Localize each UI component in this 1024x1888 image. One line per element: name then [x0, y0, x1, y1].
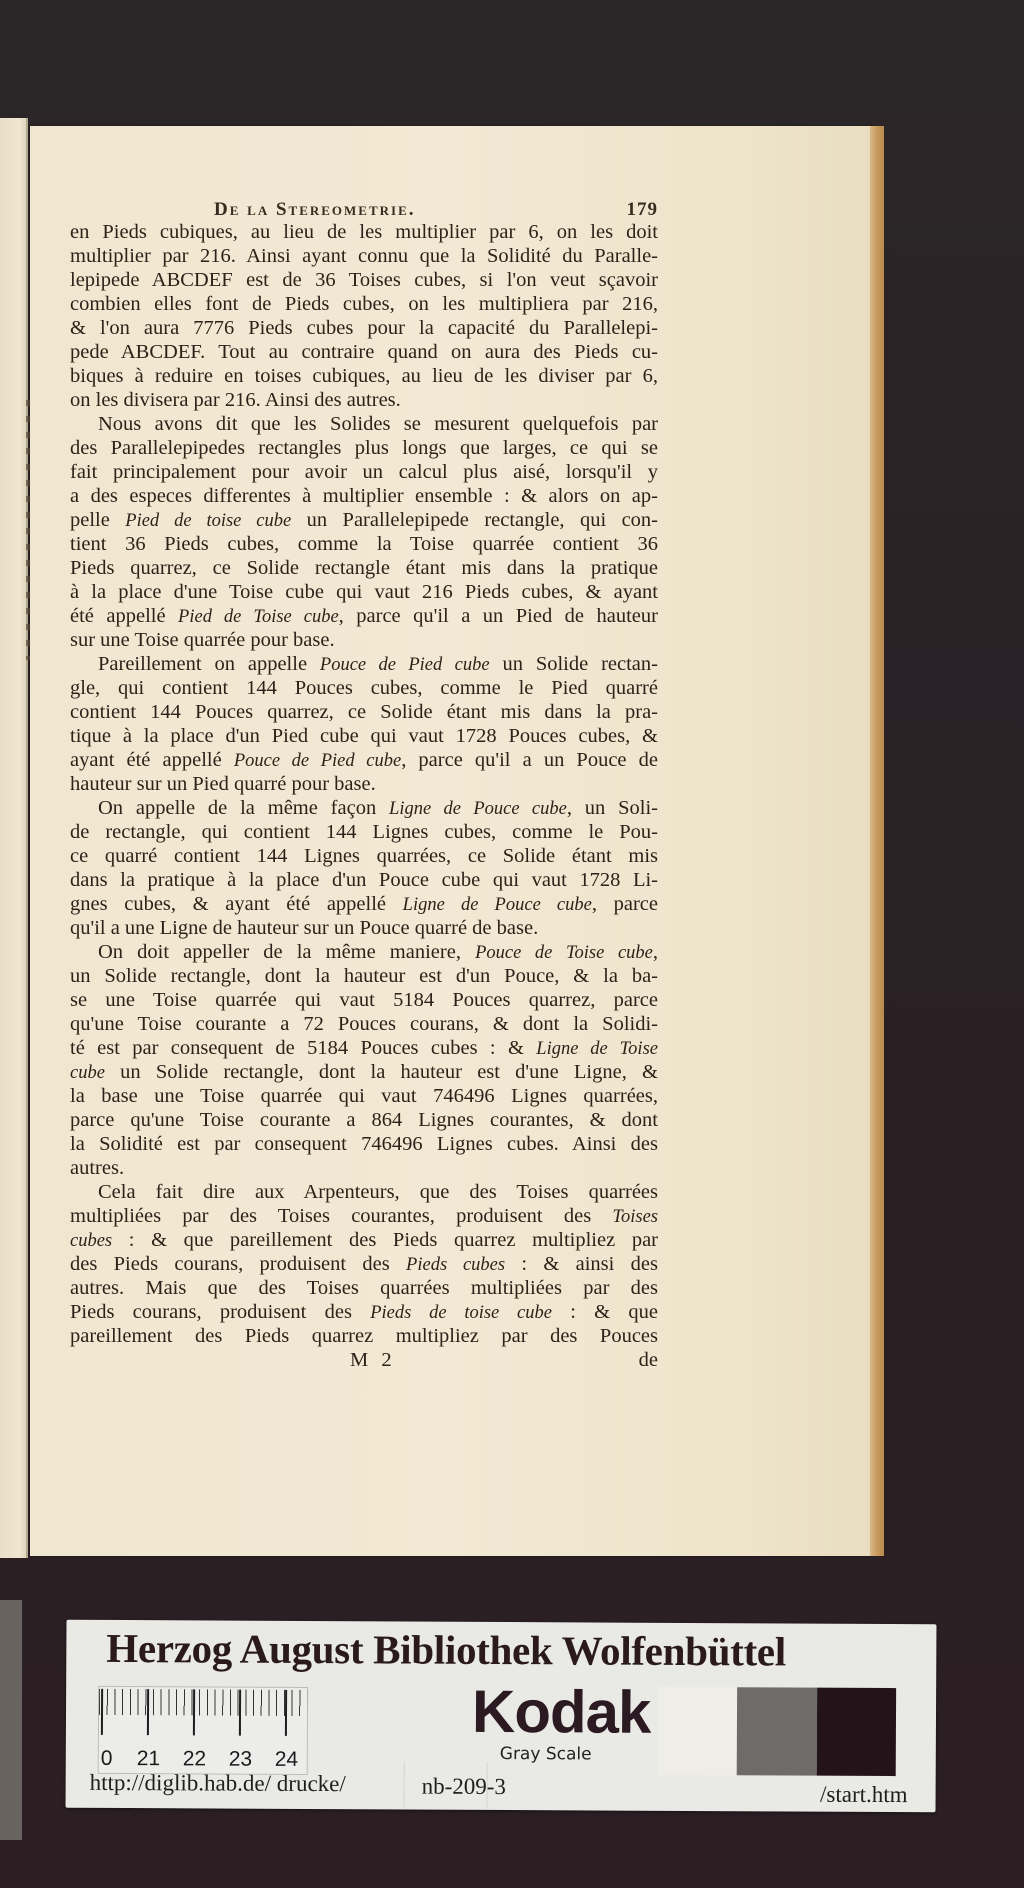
italic-term: Pouce de Toise cube — [475, 943, 653, 963]
text-line: autres. Mais que des Toises quarrées multipliées par des — [70, 1277, 658, 1299]
text-line: combien elles font de Pieds cubes, on les multipliera par 216, — [70, 293, 658, 315]
text-line: un Solide rectangle, dont la hauteur est d'un Pouce, & la ba- — [70, 965, 658, 987]
italic-term: cubes — [70, 1231, 113, 1251]
text-line: dans la pratique à la place d'un Pouce cube qui vaut 1728 Li- — [70, 869, 658, 891]
italic-term: Ligne de Pouce cube — [389, 799, 567, 819]
text-line: multiplier par 216. Ainsi ayant connu que la Solidité du Paralle- — [70, 245, 658, 267]
text-segment: , parce — [591, 893, 659, 915]
text-line: & l'on aura 7776 Pieds cubes pour la capacité du Parallelepi- — [70, 317, 658, 339]
text-segment: té est par consequent de 5184 Pouces cubes : & — [70, 1037, 537, 1059]
text-segment: , parce qu'il a un Pied de hauteur — [338, 605, 658, 627]
page-text-block — [70, 198, 658, 1372]
ruler-minor-ticks — [99, 1689, 307, 1716]
text-line — [70, 1300, 658, 1324]
text-line — [70, 604, 658, 628]
url-suffix: /start.htm — [819, 1781, 908, 1808]
swatch-white — [658, 1687, 738, 1775]
italic-term: Pouce de Pied cube — [233, 751, 402, 771]
page-footer — [70, 1348, 658, 1372]
scale-ruler — [98, 1686, 308, 1775]
ruler-major-tick — [147, 1689, 149, 1735]
text-segment: , un Soli- — [566, 797, 659, 819]
text-segment: un Solide rectan- — [489, 653, 658, 675]
text-line — [70, 1036, 658, 1060]
text-line: Cela fait dire aux Arpenteurs, que des Toises quarrées — [98, 1181, 658, 1203]
text-line: contient 144 Pouces quarrez, ce Solide étant mis dans la pra- — [70, 701, 658, 723]
text-segment: multipliées par des Toises courantes, produisent des — [70, 1205, 613, 1227]
signature-mark: M 2 — [350, 1349, 396, 1371]
shelfmark: nb-209-3 — [421, 1773, 507, 1800]
page-fore-edge — [870, 126, 884, 1556]
text-line: pede ABCDEF. Tout au contraire quand on aura des Pieds cu- — [70, 341, 658, 363]
ruler-label: 21 — [136, 1747, 161, 1771]
italic-term: cube — [70, 1063, 105, 1083]
swatch-black — [816, 1688, 896, 1776]
catchword: de — [638, 1349, 658, 1371]
text-segment: Pareillement on appelle — [98, 653, 320, 675]
text-segment: : & ainsi des — [505, 1253, 658, 1275]
text-line: sur une Toise quarrée pour base. — [70, 629, 335, 651]
text-line: hauteur sur un Pied quarré pour base. — [70, 773, 376, 795]
text-line: biques à reduire en toises cubiques, au lieu de les diviser par 6, — [70, 365, 658, 387]
facing-page-shadow — [0, 1600, 22, 1840]
ruler-major-tick — [193, 1689, 195, 1735]
text-line: Pieds quarrez, ce Solide rectangle étant mis dans la pratique — [70, 557, 658, 579]
text-line: la base une Toise quarrée qui vaut 746496 Lignes quarrées, — [70, 1085, 658, 1107]
book-page — [30, 126, 874, 1556]
text-line — [70, 1204, 658, 1228]
italic-term: Toises — [612, 1207, 658, 1227]
text-line — [70, 940, 658, 964]
text-line — [70, 748, 658, 772]
text-line — [70, 892, 658, 916]
italic-term: Pieds cubes — [406, 1255, 506, 1275]
text-segment: pelle — [70, 509, 126, 531]
page-number: 179 — [626, 199, 658, 220]
running-head-title: De la Stereometrie. — [214, 199, 416, 220]
text-line: tient 36 Pieds cubes, comme la Toise quarrée contient 36 — [70, 533, 658, 555]
text-line: on les divisera par 216. Ainsi des autres. — [70, 389, 401, 411]
text-line: de rectangle, qui contient 144 Lignes cubes, comme le Pou- — [70, 821, 658, 843]
ruler-major-tick — [285, 1690, 287, 1736]
text-line: Nous avons dit que les Solides se mesurent quelquefois par — [98, 413, 658, 435]
institution-name: Herzog August Bibliothek Wolfenbüttel — [106, 1624, 786, 1675]
text-segment: : & que pareillement des Pieds quarrez multipliez par — [112, 1229, 658, 1251]
text-line: gle, qui contient 144 Pouces cubes, comme le Pied quarré — [70, 677, 658, 699]
text-line: lepipede ABCDEF est de 36 Toises cubes, si l'on veut sçavoir — [70, 269, 658, 291]
ruler-label: 23 — [228, 1747, 253, 1771]
kodak-logo: Kodak — [471, 1677, 651, 1746]
text-segment: On appelle de la même façon — [98, 797, 390, 819]
gray-scale-label: Gray Scale — [499, 1743, 592, 1765]
text-line: parce qu'une Toise courante a 864 Lignes courantes, & dont — [70, 1109, 658, 1131]
italic-term: Pouce de Pied cube — [319, 655, 490, 675]
text-line: ce quarré contient 144 Lignes quarrées, ce Solide étant mis — [70, 845, 658, 867]
text-segment: Pieds courans, produisent des — [70, 1301, 371, 1323]
text-line: tique à la place d'un Pied cube qui vaut 1728 Pouces cubes, & — [70, 725, 658, 747]
text-line — [70, 1252, 658, 1276]
url-prefix: http://diglib.hab.de/ drucke/ — [89, 1769, 346, 1797]
italic-term: Ligne de Toise — [536, 1039, 658, 1059]
italic-term: Pied de toise cube — [125, 511, 292, 531]
body-text — [70, 220, 658, 1348]
text-line: qu'il a une Ligne de hauteur sur un Pouce quarré de base. — [70, 917, 539, 939]
text-line — [70, 508, 658, 532]
text-segment: un Solide rectangle, dont la hauteur est d'une Ligne, & — [104, 1061, 658, 1083]
text-segment: ayant été appellé — [70, 749, 234, 771]
text-segment: un Parallelepipede rectangle, qui con- — [291, 509, 659, 531]
library-target-card — [66, 1620, 937, 1813]
text-line: fait principalement pour avoir un calcul plus aisé, lorsqu'il y — [70, 461, 658, 483]
text-line: la Solidité est par consequent 746496 Lignes cubes. Ainsi des — [70, 1133, 658, 1155]
text-segment: des Pieds courans, produisent des — [70, 1253, 407, 1275]
running-head — [70, 198, 658, 220]
ruler-label: 22 — [182, 1747, 207, 1771]
text-line: en Pieds cubiques, au lieu de les multiplier par 6, on les doit — [70, 221, 658, 243]
italic-term: Pieds de toise cube — [370, 1303, 552, 1323]
text-line: à la place d'une Toise cube qui vaut 216 Pieds cubes, & ayant — [70, 581, 658, 603]
text-line: autres. — [70, 1157, 125, 1179]
facing-page-edge — [0, 118, 28, 1558]
text-line: des Parallelepipedes rectangles plus longs que larges, ce qui se — [70, 437, 658, 459]
text-segment: On doit appeller de la même maniere, — [98, 941, 476, 963]
text-line: a des especes differentes à multiplier ensemble : & alors on ap- — [70, 485, 658, 507]
swatch-gray — [737, 1687, 817, 1775]
ruler-major-tick — [239, 1690, 241, 1736]
ruler-label: 24 — [274, 1747, 299, 1771]
text-segment: : & que — [551, 1301, 658, 1323]
text-segment: , — [652, 941, 658, 963]
text-segment: , parce qu'il a un Pouce de — [401, 749, 658, 771]
text-line — [70, 1228, 658, 1252]
text-line — [70, 652, 658, 676]
text-segment: été appellé — [70, 605, 179, 627]
text-line: se une Toise quarrée qui vaut 5184 Pouces quarrez, parce — [70, 989, 658, 1011]
text-segment: gnes cubes, & ayant été appellé — [70, 893, 403, 915]
gray-scale-swatches — [658, 1687, 896, 1776]
italic-term: Ligne de Pouce cube — [402, 895, 592, 915]
text-line — [70, 796, 658, 820]
text-line — [70, 1060, 658, 1084]
text-line: qu'une Toise courante a 72 Pouces courans, & dont la Solidi- — [70, 1013, 658, 1035]
italic-term: Pied de Toise cube — [178, 607, 339, 627]
ruler-major-tick — [101, 1689, 103, 1735]
ruler-label: 0 — [100, 1746, 113, 1770]
text-line: pareillement des Pieds quarrez multipliez par des Pouces — [70, 1325, 658, 1347]
